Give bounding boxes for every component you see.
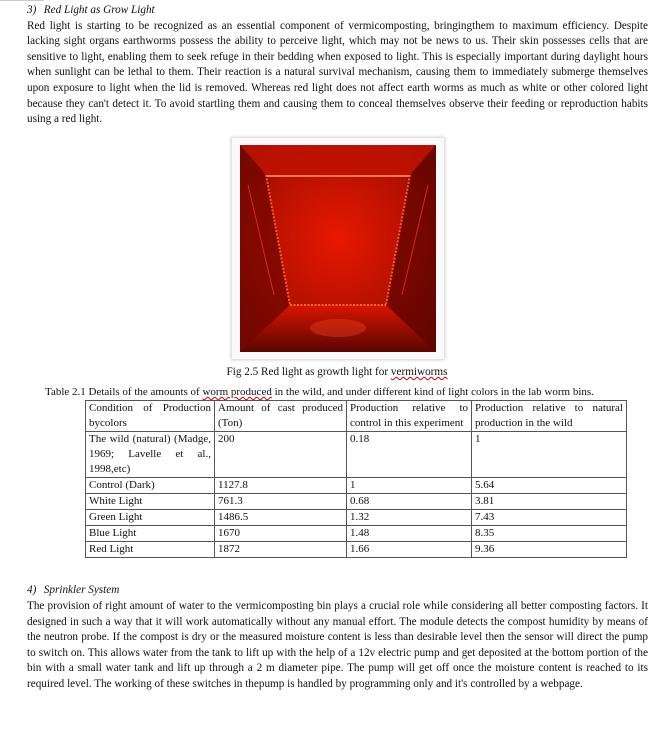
cell-condition: Control (Dark) [86, 478, 215, 494]
table-row [86, 510, 627, 526]
cell-amount: 1486.5 [215, 510, 347, 526]
figure-caption-flagged-word: vermiworms [390, 365, 448, 378]
cell-relative-wild: 8.35 [472, 526, 627, 542]
cell-condition: White Light [86, 494, 215, 510]
figure-red-light [27, 138, 648, 378]
cell-condition: Green Light [86, 510, 215, 526]
header-condition: Condition of Production bycolors [86, 401, 215, 432]
table-row [86, 542, 627, 558]
section-3-title: Red Light as Grow Light [43, 4, 155, 16]
table-row [86, 432, 627, 478]
cell-condition: Red Light [86, 542, 215, 558]
page-top-rule [0, 0, 44, 1]
cell-condition: Blue Light [86, 526, 215, 542]
table-title-flagged: worm produced [202, 385, 272, 398]
cell-relative-control: 1 [347, 478, 472, 494]
cell-amount: 200 [215, 432, 347, 478]
cell-amount: 1670 [215, 526, 347, 542]
cell-relative-control: 0.18 [347, 432, 472, 478]
cell-relative-wild: 1 [472, 432, 627, 478]
section-3-number: 3) [27, 4, 37, 16]
section-4-number: 4) [27, 584, 37, 597]
section-4-heading [27, 583, 648, 599]
section-3-body: Red light is starting to be recognized as an essential component of vermicomposting, bringingthem to maximum efficiency. Despite lacking sight organs earthworms possess the ability to perceive light, which may not be news to us. Their skin possesses cells that are sensitive to light, enabling them to seek refuge in their bedding when exposed to light. This is especially important during daylight hours when sunlight can be lethal to them. Their reaction is a natural survival mechanism, causing them to immediately submerge themselves upon exposure to light when the lid is removed. Whereas red light does not affect earth worms as much as white or other colored light because they can't detect it. To avoid startling them and causing them to conceal themselves observe their feeding or reproduction habits using a red light. [27, 19, 648, 126]
cell-relative-control: 0.68 [347, 494, 472, 510]
cell-condition: The wild (natural) (Madge, 1969; Lavelle et al., 1998,etc) [86, 432, 215, 478]
cell-relative-wild: 7.43 [472, 510, 627, 526]
header-relative-control: Production relative to control in this experiment [347, 401, 472, 432]
section-4-body: The provision of right amount of water to the vermicomposting bin plays a crucial role while considering all better composting factors. It designed in such a way that it will work automatically without any manual effort. The module detects the compost humidity by means of the neutron probe. If the compost is dry or the measured moisture content is less than desirable level then the sensor will direct the pump to switch on. This allows water from the tank to lift up with the help of a 12v electric pump and get deposited at the bottom portion of the bin with a small water tank and lift up through a 2 m diameter pipe. The pump will get off once the moisture content is reached to its required level. The working of these switches in thepump is handled by programming only and it's controlled by a webpage. [27, 599, 648, 690]
cell-relative-control: 1.32 [347, 510, 472, 526]
cell-relative-control: 1.66 [347, 542, 472, 558]
table-title-prefix: Table 2.1 Details of the amounts of [45, 385, 203, 398]
header-relative-wild: Production relative to natural production in the wild [472, 401, 627, 432]
production-table [85, 400, 627, 558]
table-row [86, 526, 627, 542]
figure-image-frame [232, 138, 444, 359]
cell-amount: 1127.8 [215, 478, 347, 494]
table-title [45, 385, 648, 401]
figure-caption [197, 365, 477, 381]
table-row [86, 478, 627, 494]
cell-relative-wild: 9.36 [472, 542, 627, 558]
cell-relative-wild: 3.81 [472, 494, 627, 510]
table-header-row [86, 401, 627, 432]
cell-relative-wild: 5.64 [472, 478, 627, 494]
red-light-bin-image [240, 145, 436, 352]
cell-relative-control: 1.48 [347, 526, 472, 542]
document-page [27, 3, 648, 693]
section-4-title: Sprinkler System [43, 584, 120, 597]
table-title-suffix: in the wild, and under different kind of light colors in the lab worm bins. [271, 385, 594, 398]
section-3-heading [27, 3, 648, 19]
cell-amount: 1872 [215, 542, 347, 558]
table-row [86, 494, 627, 510]
figure-caption-text: Fig 2.5 Red light as growth light for [226, 365, 391, 378]
cell-amount: 761.3 [215, 494, 347, 510]
header-amount: Amount of cast produced (Ton) [215, 401, 347, 432]
